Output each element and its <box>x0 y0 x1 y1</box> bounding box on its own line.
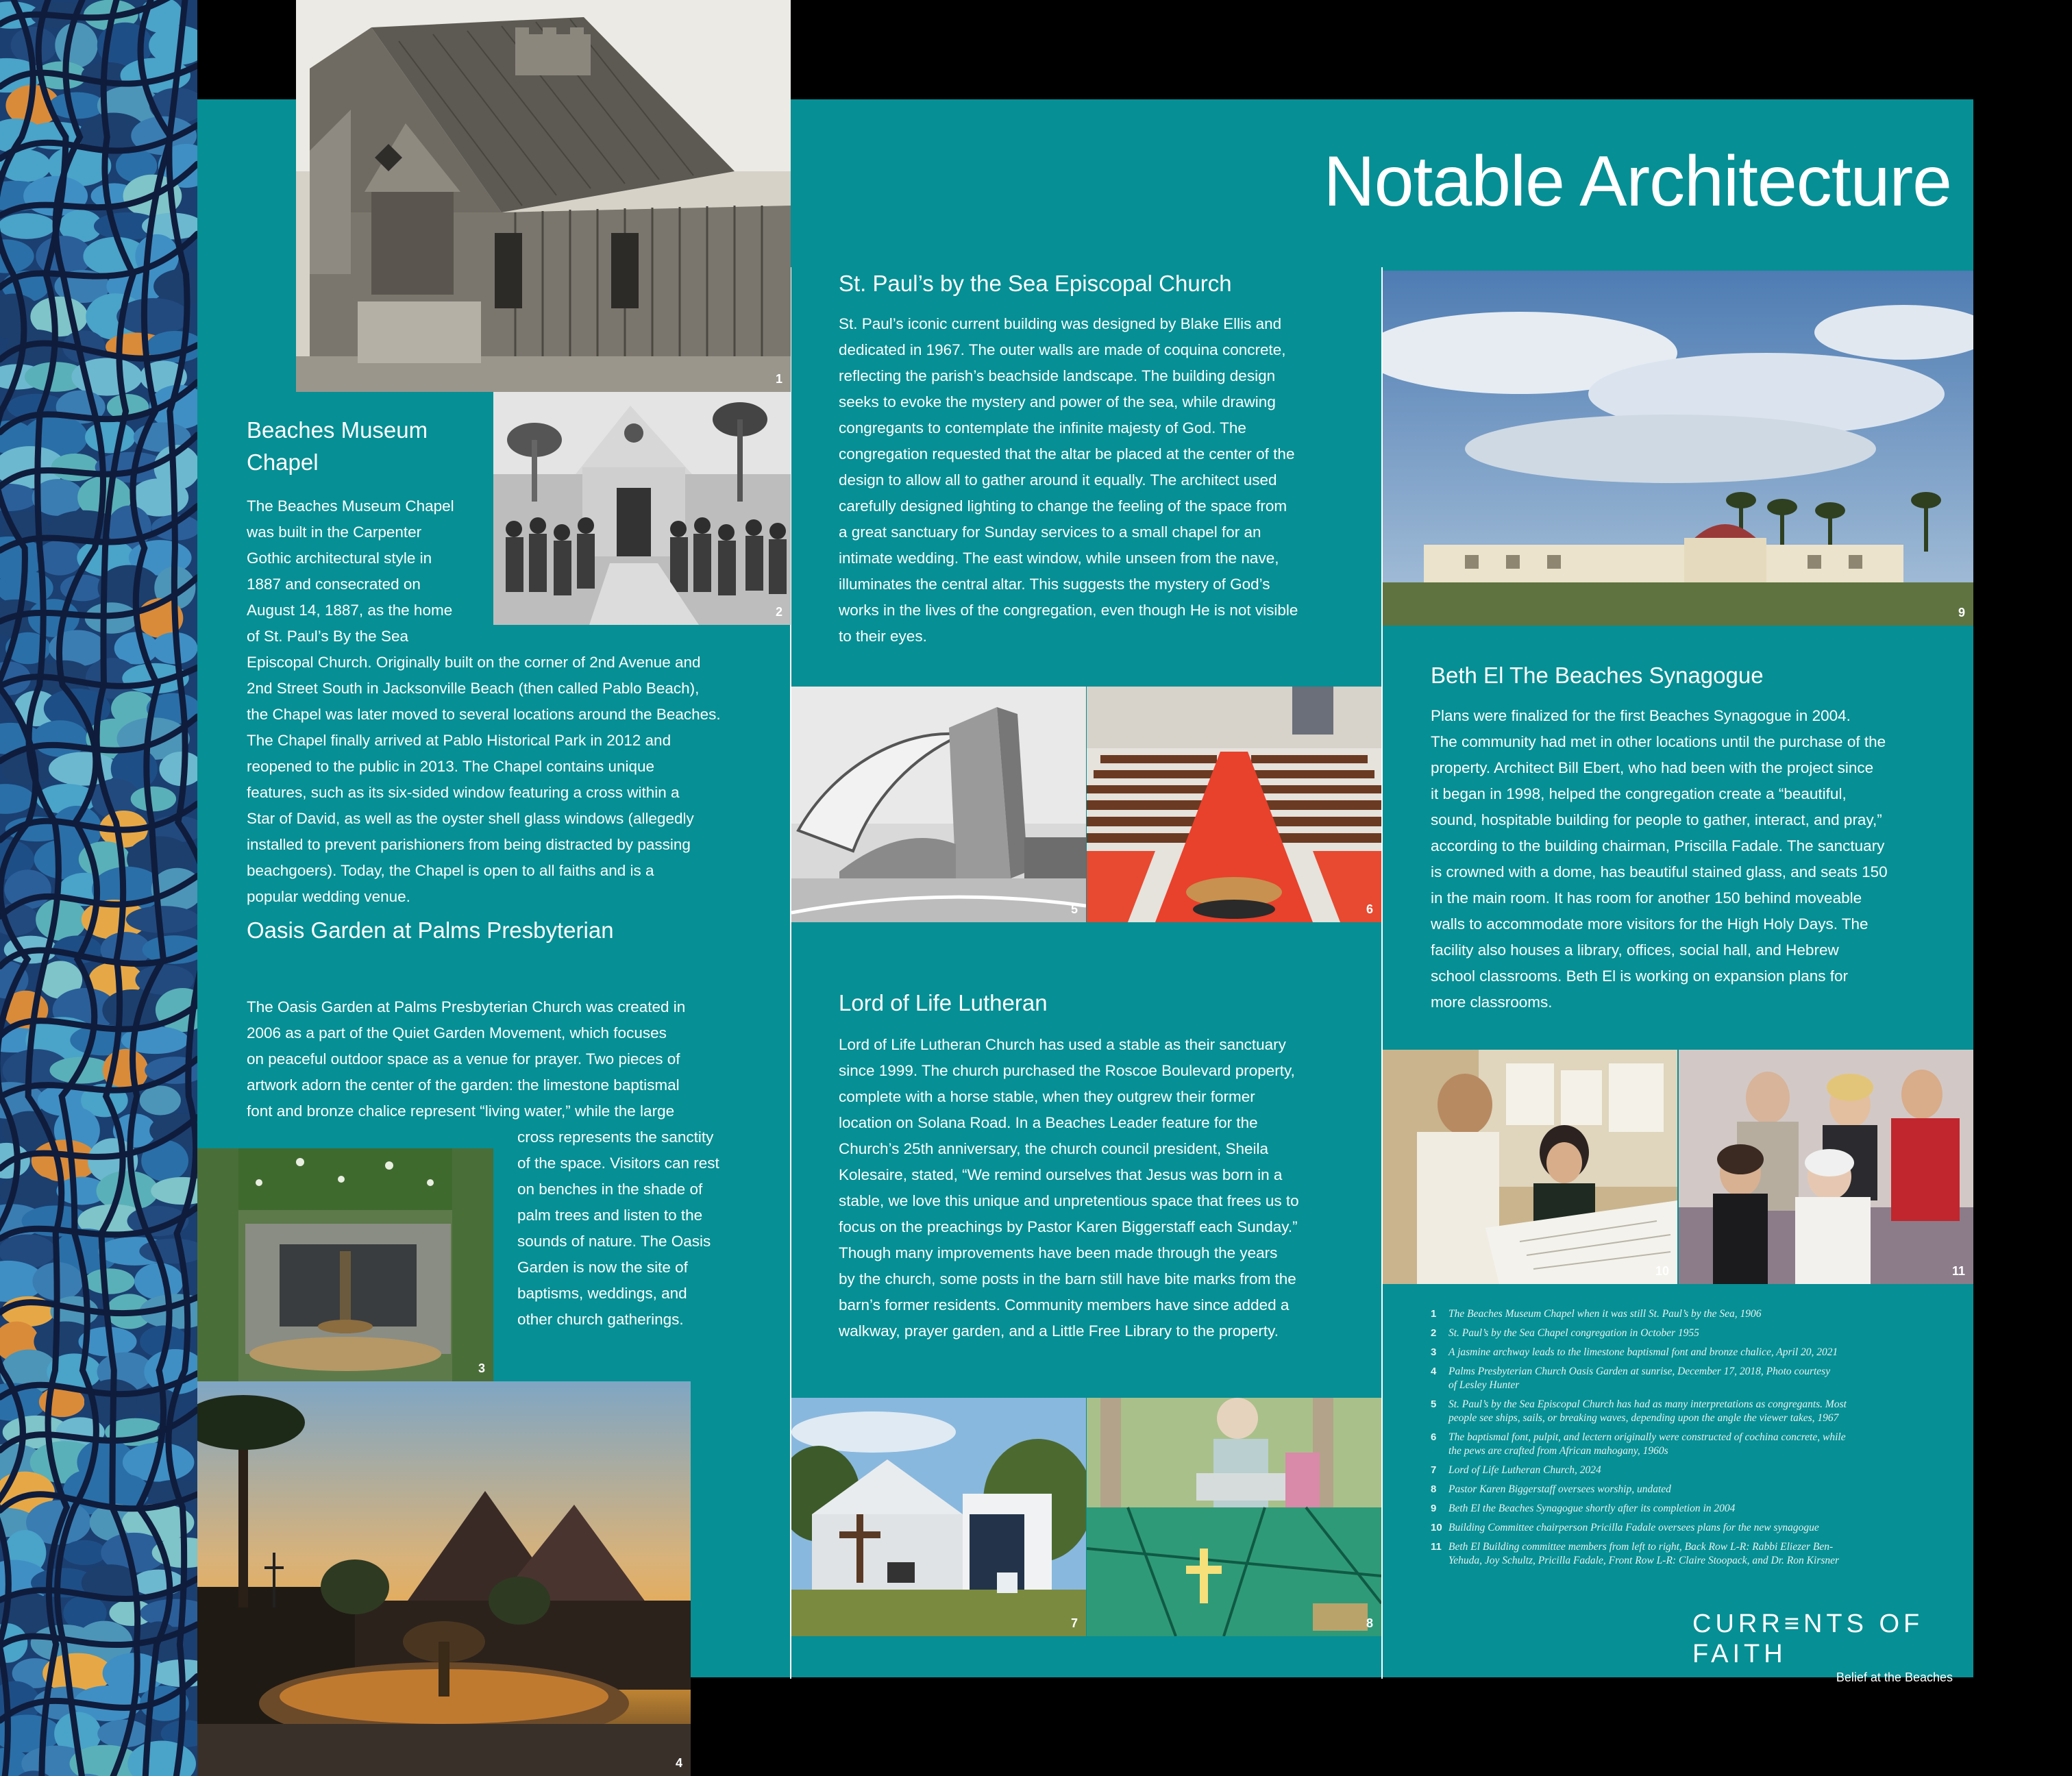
caption-item: 10 Building Committee chairperson Pricilla Fadale oversees plans for the new synagogue <box>1431 1522 1819 1533</box>
caption-item: 4 Palms Presbyterian Church Oasis Garden at sunrise, December 17, 2018, Photo courtesy of Lesley Hunter <box>1431 1366 1831 1391</box>
plans-image <box>1383 1050 1677 1284</box>
glass-pane <box>32 1139 98 1181</box>
photo-number: 5 <box>1070 902 1078 916</box>
stpauls-exterior-image <box>791 687 1086 922</box>
page-title: Notable Architecture <box>1323 142 1951 221</box>
synagogue-image <box>1383 271 1973 626</box>
photo-oasis-sunrise <box>197 1381 691 1776</box>
photo-committee-members <box>1679 1050 1973 1284</box>
photo-bethel-synagogue <box>1383 271 1973 626</box>
stable-image <box>791 1398 1086 1636</box>
photo-committee-plans <box>1383 1050 1677 1284</box>
caption-item: 8 Pastor Karen Biggerstaff oversees worship, undated <box>1431 1483 1671 1495</box>
glass-pane <box>36 898 86 941</box>
photo-number: 2 <box>775 605 782 619</box>
oasis-body-wide: The Oasis Garden at Palms Presbyterian Church was created in 2006 as a part of the Quiet Garden Movement, which focuses on peaceful outdoor space as a venue for prayer. Two pieces of artwork adorn the center of the garden: the limestone baptismal font and bronze chalice represent “living water,” while the large <box>247 998 686 1120</box>
photo-number: 8 <box>1366 1616 1373 1630</box>
photo-pastor-worship <box>1087 1398 1381 1636</box>
caption-item: 11 Beth El Building committee members from left to right, Back Row L-R: Rabbi Eliezer Ben- Yehuda, Joy Schultz, Pricilla Fadale, Front Row L-R: Claire Stoopack, and Dr. Ron Kirsner <box>1431 1541 1840 1566</box>
glass-pane <box>131 787 176 811</box>
congregation-image <box>493 392 791 625</box>
stpauls-interior-image <box>1087 687 1381 922</box>
stained-glass-border <box>0 0 197 1776</box>
stpauls-body: St. Paul’s iconic current building was designed by Blake Ellis and dedicated in 1967. The outer walls are made of coquina concrete, reflecting the parish’s beachside landscape. The building design seeks to evoke the mystery and power of the sea, while drawing congregants to contemplate the infinite majesty of God. The congregation requested that the altar be placed at the center of the design to allow all to gather around it equally. The architect used carefully designed lighting to change the feeling of the space from a great sanctuary for Sunday services to a small chapel for an intimate wedding. The east window, while unseen from the nave, illuminates the central altar. This suggests the mystery of God’s works in the lives of the congregation, even though He is not visible to their eyes. <box>839 315 1298 645</box>
group-image <box>1679 1050 1973 1284</box>
glass-pane <box>49 92 106 119</box>
chapel-body-wide: Episcopal Church. Originally built on the corner of 2nd Avenue and 2nd Street South in Jacksonville Beach (then called Pablo Beach), the Chapel was later moved to several locations around the Beaches. The Chapel finally arrived at Pablo Historical Park in 2012 and reopened to the public in 2013. The Chapel contains unique features, such as its six-sided window featuring a cross within a Star of David, as well as the oyster shell glass windows (allegedly installed to prevent parishioners from being distracted by passing beachgoers). Today, the Chapel is open to all faiths and is a popular wedding venue. <box>247 654 721 905</box>
glass-pane <box>84 1268 134 1294</box>
logo-wordmark: CURR≡NTS OF FAITH <box>1692 1610 1924 1668</box>
logo-tagline: Belief at the Beaches <box>1836 1670 1953 1684</box>
photo-number: 4 <box>675 1756 682 1770</box>
photo-number: 9 <box>1958 606 1965 619</box>
photo-number: 6 <box>1366 902 1373 916</box>
glass-pane <box>62 1540 107 1566</box>
caption-item: 6 The baptismal font, pulpit, and lectern originally were constructed of cochina concrete, while the pews are crafted from African mahogany, 1960s <box>1431 1431 1846 1457</box>
currents-of-faith-logo <box>1692 1609 1953 1686</box>
photo-stpauls-exterior <box>791 687 1086 922</box>
photo-stpauls-interior <box>1087 687 1381 922</box>
heading-bethel: Beth El The Beaches Synagogue <box>1431 663 1764 688</box>
photo-congregation-1955 <box>493 392 791 625</box>
photo-lordoflife-stable <box>791 1398 1086 1636</box>
photo-number: 11 <box>1951 1264 1965 1278</box>
caption-item: 5 St. Paul’s by the Sea Episcopal Church has had as many interpretations as congregants. Most people see ships, sails, or breaking waves, depending upon the angle the viewer takes, 1967 <box>1431 1398 1847 1424</box>
oasis-body-narrow: cross represents the sanctity of the space. Visitors can rest on benches in the shade of palm trees and listen to the sounds of nature. The Oasis Garden is now the site of baptisms, weddings, and other church gatherings. <box>517 1128 719 1328</box>
photo-jasmine-archway <box>197 1148 493 1381</box>
caption-item: 3 A jasmine archway leads to the limestone baptismal font and bronze chalice, April 20, 2021 <box>1431 1346 1838 1358</box>
heading-oasis-garden: Oasis Garden at Palms Presbyterian <box>247 917 614 943</box>
caption-item: 9 Beth El the Beaches Synagogue shortly after its completion in 2004 <box>1431 1503 1736 1514</box>
caption-item: 7 Lord of Life Lutheran Church, 2024 <box>1431 1464 1601 1476</box>
chapel-body-narrow: The Beaches Museum Chapel was built in the Carpenter Gothic architectural style in 1887 and consecrated on August 14, 1887, as the home of St. Paul’s By the Sea <box>247 497 454 645</box>
heading-lordoflife: Lord of Life Lutheran <box>839 990 1048 1015</box>
photo-number: 1 <box>775 372 782 386</box>
glass-pane <box>51 454 99 481</box>
photo-number: 10 <box>1655 1264 1669 1278</box>
heading-beaches-museum-chapel: Beaches Museum Chapel <box>247 417 428 475</box>
pastor-image <box>1087 1398 1381 1636</box>
glass-pane <box>32 720 88 757</box>
lordoflife-body: Lord of Life Lutheran Church has used a stable as their sanctuary since 1999. The church purchased the Roscoe Boulevard property, complete with a horse stable, when they outgrew their former location on Solana Road. In a Beaches Leader feature for the Church’s 25th anniversary, the church council president, Sheila Kolesaire, stated, “We remind ourselves that Jesus was born in a stable, we love this unique and unpretentious space that frees us to focus on the preachings by Pastor Karen Biggerstaff each Sunday.” Though many improvements have been made through the years by the church, some posts in the barn still have bite marks from the barn’s former residents. Community members have since added a walkway, prayer garden, and a Little Free Library to the property. <box>839 1036 1299 1340</box>
caption-item: 1 The Beaches Museum Chapel when it was still St. Paul’s by the Sea, 1906 <box>1431 1308 1762 1320</box>
caption-item: 2 St. Paul’s by the Sea Chapel congregation in October 1955 <box>1431 1327 1699 1339</box>
bethel-body: Plans were finalized for the first Beaches Synagogue in 2004. The community had met in other locations until the purchase of the property. Architect Bill Ebert, who had been with the project since it began in 1998, helped the congregation create a “beautiful, sound, hospitable building for people to gather, interact, and pray,” according to the building chairman, Priscilla Fadale. The sanctuary is crowned with a dome, has beautiful stained glass, and seats 150 in the main room. It has room for another 150 behind moveable walls to accommodate more visitors for the High Holy Days. The facility also houses a library, offices, social hall, and Hebrew school classrooms. Beth El is working on expansion plans for more classrooms. <box>1431 707 1888 1011</box>
heading-stpauls: St. Paul’s by the Sea Episcopal Church <box>839 271 1232 296</box>
glass-pane <box>0 213 56 239</box>
photo-captions <box>1431 1307 1972 1573</box>
glass-pane <box>4 870 51 909</box>
photo-chapel-1906 <box>296 0 791 392</box>
glass-pane <box>140 1085 181 1115</box>
sunrise-image <box>197 1381 691 1776</box>
archway-image <box>197 1148 493 1381</box>
photo-number: 7 <box>1070 1616 1078 1630</box>
glass-pane <box>55 23 97 68</box>
photo-number: 3 <box>478 1361 485 1375</box>
chapel-1906-image <box>296 0 791 392</box>
glass-pane <box>85 421 135 453</box>
